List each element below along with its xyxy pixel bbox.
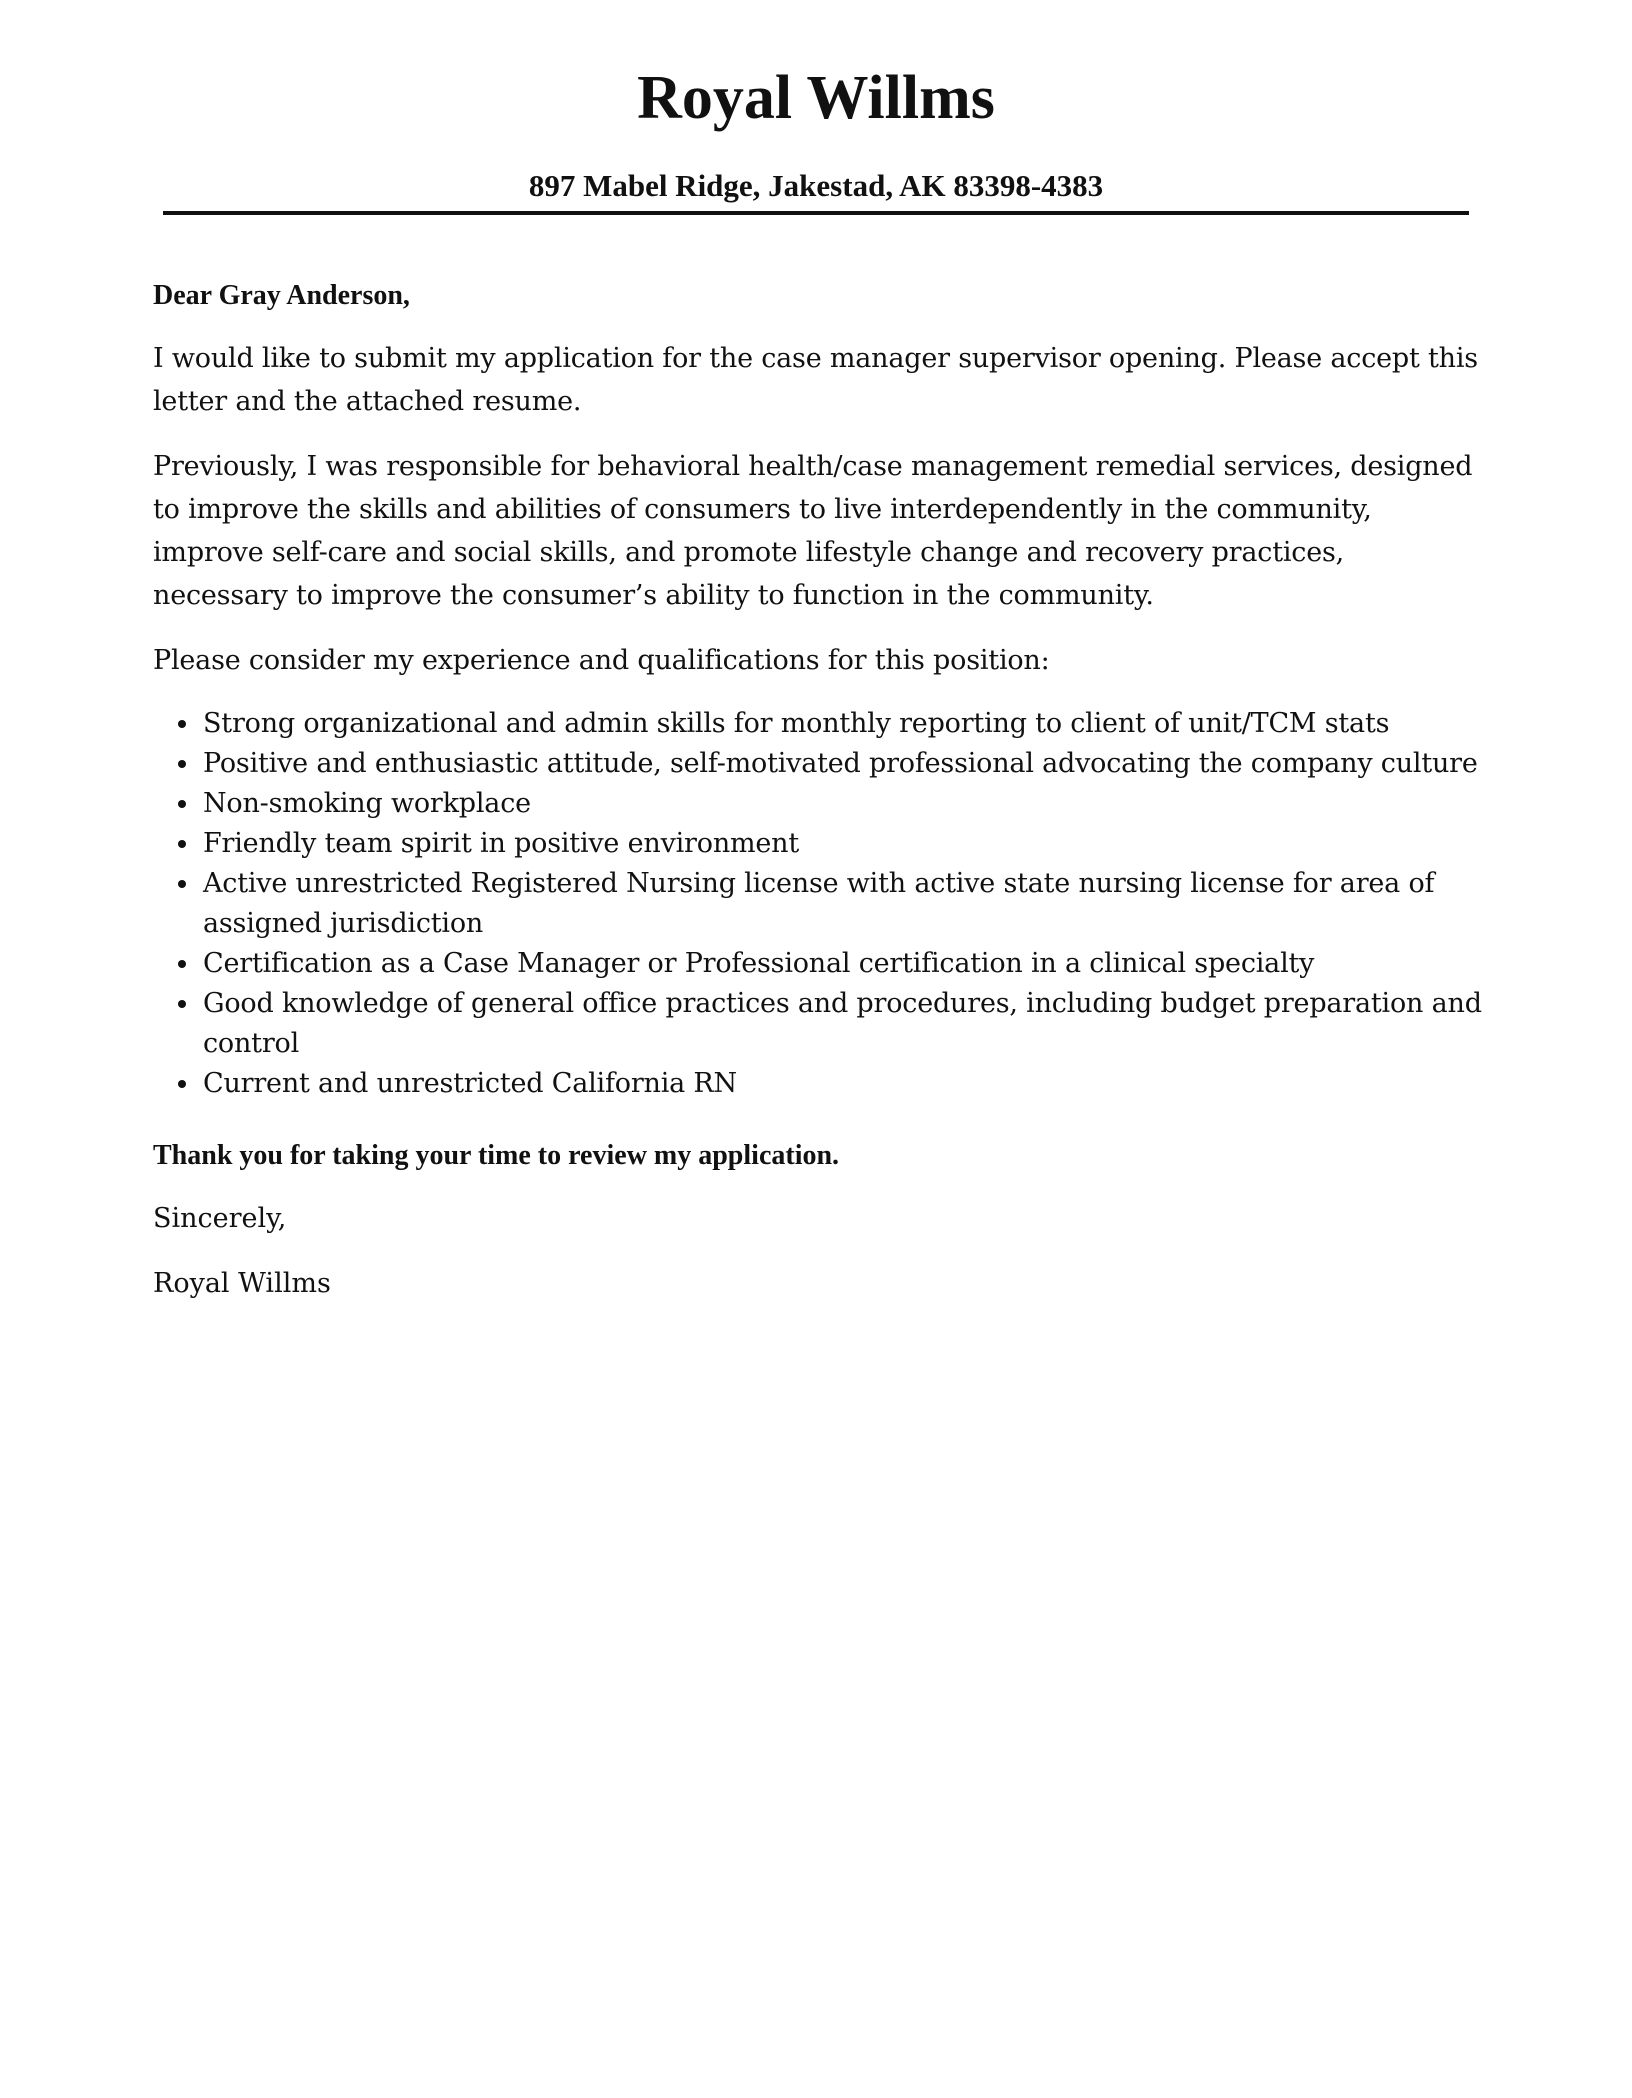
list-item: • Positive and enthusiastic attitude, self-motivated professional advocating the company culture (201, 744, 1483, 784)
salutation: Dear Gray Anderson, (153, 280, 410, 311)
list-item: • Strong organizational and admin skills for monthly reporting to client of unit/TCM stats (201, 704, 1483, 744)
sender-name: Royal Willms (637, 64, 995, 132)
qualifications-lead-in: Please consider my experience and qualifications for this position: (153, 645, 1050, 676)
intro-paragraph: I would like to submit my application for the case manager supervisor opening. Please accept this letter and the attached resume. (153, 343, 1478, 417)
sender-address: 897 Mabel Ridge, Jakestad, AK 83398-4383 (528, 168, 1104, 203)
closing-line: Thank you for taking your time to review my application. (153, 1140, 840, 1171)
signature-name: Royal Willms (153, 1268, 331, 1299)
list-item: • Current and unrestricted California RN (201, 1064, 1483, 1104)
list-item: • Non-smoking workplace (201, 784, 1483, 824)
list-item: • Active unrestricted Registered Nursing license with active state nursing license for area of assigned jurisdiction (201, 864, 1483, 944)
list-item: • Certification as a Case Manager or Professional certification in a clinical specialty (201, 944, 1483, 984)
qualifications-list (153, 704, 1483, 1104)
list-item: • Good knowledge of general office practices and procedures, including budget preparation and control (201, 984, 1483, 1064)
signoff: Sincerely, (153, 1203, 287, 1234)
letter-body (153, 274, 1483, 1327)
list-item: • Friendly team spirit in positive environment (201, 824, 1483, 864)
header-divider (163, 211, 1469, 215)
experience-paragraph: Previously, I was responsible for behavioral health/case management remedial services, designed to improve the skills and abilities of consumers to live interdependently in the community, improve self-care and social skills, and promote lifestyle change and recovery practices, necessary to improve the consumer’s ability to function in the community. (153, 451, 1473, 611)
